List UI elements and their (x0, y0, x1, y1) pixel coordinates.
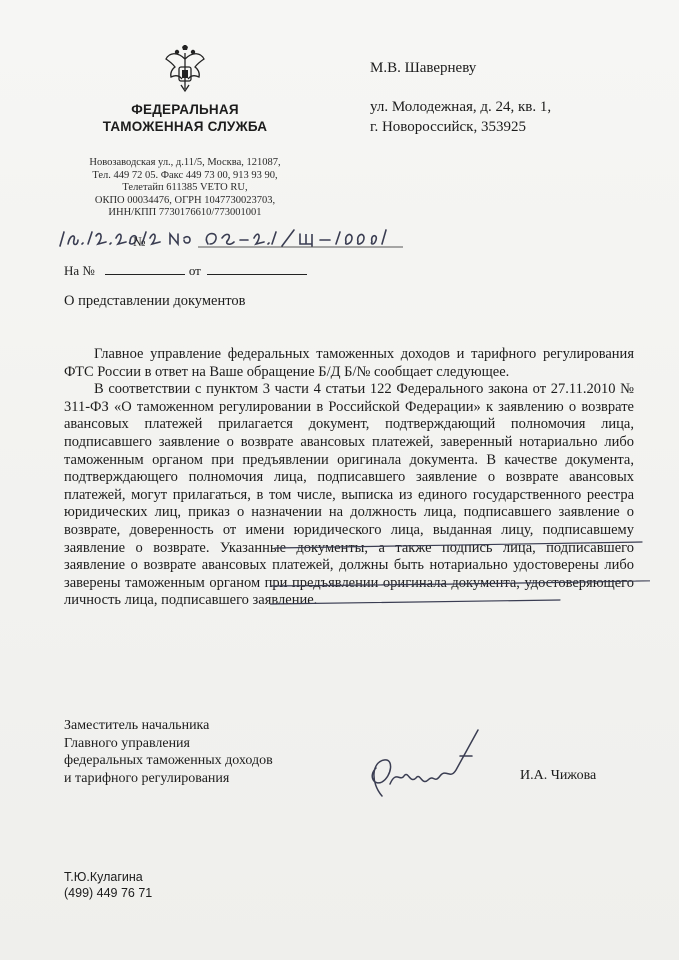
contact-line: ИНН/КПП 7730176610/773001001 (108, 207, 262, 219)
reply-date-label: от (188, 263, 201, 278)
recipient-address-line2: г. Новороссийск, 353925 (370, 119, 526, 135)
outgoing-number-label: № (133, 234, 146, 249)
reply-reference-row (64, 262, 307, 279)
executor-phone: (499) 449 76 71 (64, 886, 153, 900)
recipient-address-line1: ул. Молодежная, д. 24, кв. 1, (370, 99, 552, 115)
organization-name-line2: ТАМОЖЕННАЯ СЛУЖБА (102, 119, 268, 134)
recipient-address (370, 97, 551, 137)
reply-date-blank (207, 262, 307, 275)
signer-title (64, 717, 273, 787)
handwritten-signature (360, 726, 490, 806)
double-headed-eagle-emblem-icon (163, 45, 207, 95)
contact-line: Тел. 449 72 05. Факс 449 73 00, 913 93 90, (92, 169, 278, 181)
executor-name: Т.Ю.Кулагина (64, 870, 143, 884)
handwritten-outgoing-reference (58, 226, 403, 252)
pen-underline-mark (270, 540, 650, 610)
contact-line: Новозаводская ул., д.11/5, Москва, 121087, (89, 157, 281, 168)
reply-number-label: На № (64, 263, 95, 278)
executor-info (64, 869, 152, 901)
body-paragraph: В соответствии с пунктом 3 части 4 статьи 122 Федерального закона от 27.11.2010 № 311-ФЗ «О таможенном регулировании в Российской Федерации» к заявлению о возврате авансовых платежей прилагается документ, подтверждающий полномочия лица, подписавшего заявление о возврате авансовых платежей, заверенный нотариально либо таможенным органом при предъявлении оригинала документа. В качестве документа, подтверждающего полномочия лица, подписавшего заявление о возврате авансовых платежей, могут прилагаться, в том числе, выписка из единого государственного реестра юридических лиц, приказ о назначении на должность лица, подписавшего заявление о возврате, доверенность от имени юридического лица, выданная лицу, подписавшему заявление о возврате. Указанные документы, а также подпись лица, подписавшего заявление о возврате авансовых платежей, должны быть нотариально удостоверены либо заверены таможенным органом при предъявлении оригинала документа, удостоверяющего личность лица, подписавшего заявление. (64, 381, 634, 609)
organization-name (60, 101, 310, 135)
signer-title-line: Главного управления (64, 735, 190, 751)
signer-title-line: федеральных таможенных доходов (64, 753, 273, 768)
body-paragraph: Главное управление федеральных таможенных доходов и тарифного регулирования ФТС России в ответ на Ваше обращение Б/Д Б/№ сообщает следующее. (64, 346, 634, 380)
contact-line: Телетайп 611385 VETO RU, (122, 182, 248, 194)
signer-title-line: Заместитель начальника (64, 718, 210, 733)
signer-name: И.А. Чижова (520, 768, 597, 783)
recipient-name: М.В. Шаверневу (370, 60, 477, 76)
letter-subject: О представлении документов (64, 293, 246, 309)
organization-name-line1: ФЕДЕРАЛЬНАЯ (131, 102, 239, 117)
signer-title-line: и тарифного регулирования (64, 770, 230, 786)
reply-number-blank (105, 262, 185, 275)
contact-line: ОКПО 00034476, ОГРН 1047730023703, (94, 194, 276, 206)
organization-contacts (60, 157, 310, 220)
